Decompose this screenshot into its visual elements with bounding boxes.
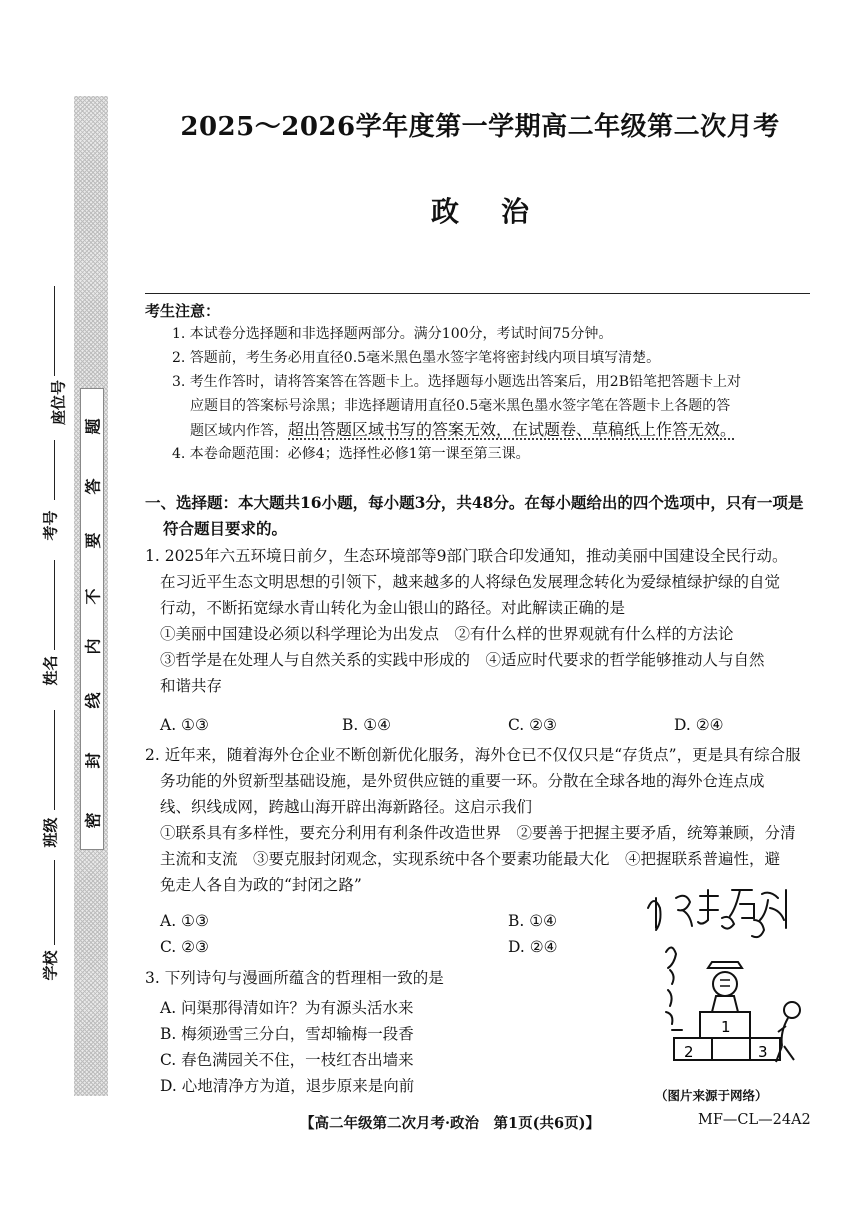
question-stem: 3. 下列诗句与漫画所蕴含的哲理相一致的是 xyxy=(145,969,444,987)
seal-char: 题 xyxy=(83,418,103,435)
field-label-name: 姓名 xyxy=(41,655,60,686)
section-heading xyxy=(145,490,815,542)
field-label-class: 班级 xyxy=(41,817,60,848)
seal-char: 要 xyxy=(83,532,103,549)
field-line[interactable] xyxy=(54,286,55,376)
notice-item: 4. 本卷命题范围：必修4；选择性必修1第一课至第三课。 xyxy=(172,446,530,462)
question-line: 主流和支流 ③要克服封闭观念，实现系统中各个要素功能最大化 ④把握联系普遍性，避 xyxy=(160,850,781,868)
notice-text: 题区域内作答， xyxy=(190,423,288,439)
question-1 xyxy=(145,543,815,699)
cartoon-illustration xyxy=(636,880,816,1080)
question-2 xyxy=(145,742,815,898)
question-line: 务功能的外贸新型基础设施，是外贸供应链的重要一环。分散在全球各地的海外仓连点成 xyxy=(160,772,765,790)
pushing-person xyxy=(776,1002,800,1062)
question-line: 线、织线成网，跨越山海开辟出海新路径。这启示我们 xyxy=(160,798,533,816)
seal-char: 封 xyxy=(83,752,103,769)
notice-item: 应题目的答案标号涂黑；非选择题请用直径0.5毫米黑色墨水签字笔在答题卡上各题的答 xyxy=(190,398,731,414)
field-label-seat: 座位号 xyxy=(49,380,68,426)
question-line: 1. 2025年六五环境日前夕，生态环境部等9部门联合印发通知，推动美丽中国建设全民行动。 xyxy=(145,547,788,565)
question-line: ①联系具有多样性，要充分利用有利条件改造世界 ②要善于把握主要矛盾，统筹兼顾，分清 xyxy=(160,824,796,842)
field-label-exam-number: 考号 xyxy=(41,510,60,541)
podium-number-3: 3 xyxy=(758,1043,768,1061)
seal-char: 线 xyxy=(83,692,103,709)
q2-option-a[interactable]: A. ①③ xyxy=(160,912,209,930)
podium-number-2: 2 xyxy=(684,1043,694,1061)
field-label-school: 学校 xyxy=(41,950,60,981)
notice-item-line xyxy=(190,418,830,443)
q2-option-c[interactable]: C. ②③ xyxy=(160,938,209,956)
q3-option-c[interactable]: C. 春色满园关不住，一枝红杏出墙来 xyxy=(160,1051,414,1069)
seal-char: 密 xyxy=(83,812,103,829)
field-line[interactable] xyxy=(54,440,55,500)
page-footer: 【高二年级第二次月考·政治 第1页(共6页)】 xyxy=(300,1115,600,1132)
cartoon-caption: （图片来源于网络） xyxy=(655,1088,768,1103)
section-line: 一、选择题：本大题共16小题，每小题3分，共48分。在每小题给出的四个选项中，只有一项是 xyxy=(145,493,804,512)
question-line: 在习近平生态文明思想的引领下，越来越多的人将绿色发展理念转化为爱绿植绿护绿的自觉 xyxy=(160,573,781,591)
field-line[interactable] xyxy=(54,860,55,945)
seal-line-box xyxy=(80,388,104,850)
stone-figure xyxy=(708,962,742,1012)
question-line: ①美丽中国建设必须以科学理论为出发点 ②有什么样的世界观就有什么样的方法论 xyxy=(160,625,734,643)
question-line: 和谐共存 xyxy=(160,677,223,695)
seal-char: 不 xyxy=(83,588,103,605)
field-line[interactable] xyxy=(54,560,55,650)
field-line[interactable] xyxy=(54,710,55,810)
q2-option-d[interactable]: D. ②④ xyxy=(508,938,558,956)
section-line: 符合题目要求的。 xyxy=(163,519,288,538)
paper-code: MF—CL—24A2 xyxy=(698,1112,811,1128)
notice-item: 3. 考生作答时，请将答案答在答题卡上。选择题每小题选出答案后，用2B铅笔把答题卡上对 xyxy=(172,374,742,390)
q3-option-a[interactable]: A. 问渠那得清如许？为有源头活水来 xyxy=(160,999,414,1017)
q3-option-b[interactable]: B. 梅须逊雪三分白，雪却输梅一段香 xyxy=(160,1025,414,1043)
q1-option-a[interactable]: A. ①③ xyxy=(160,716,209,734)
q1-option-d[interactable]: D. ②④ xyxy=(674,716,724,734)
notice-emphasis: 超出答题区域书写的答案无效，在试题卷、草稿纸上作答无效。 xyxy=(288,420,737,439)
q2-option-b[interactable]: B. ①④ xyxy=(508,912,558,930)
exam-subject: 政治 xyxy=(430,195,571,228)
question-line: 免走人各自为政的“封闭之路” xyxy=(160,876,362,894)
question-line: 行动，不断拓宽绿水青山转化为金山银山的路径。对此解读正确的是 xyxy=(160,599,626,617)
q1-option-b[interactable]: B. ①④ xyxy=(342,716,392,734)
question-line: 2. 近年来，随着海外仓企业不断创新优化服务，海外仓已不仅仅只是“存货点”，更是具有综合服 xyxy=(145,746,801,764)
q3-option-d[interactable]: D. 心地清净方为道，退步原来是向前 xyxy=(160,1077,415,1095)
seal-char: 内 xyxy=(83,638,103,655)
question-line: ③哲学是在处理人与自然关系的实践中形成的 ④适应时代要求的哲学能够推动人与自然 xyxy=(160,651,765,669)
exam-title: 2025～2026学年度第一学期高二年级第二次月考 xyxy=(180,112,780,142)
q1-option-c[interactable]: C. ②③ xyxy=(508,716,557,734)
notice-item: 1. 本试卷分选择题和非选择题两部分。满分100分，考试时间75分钟。 xyxy=(172,326,613,342)
header-divider xyxy=(145,293,810,294)
seal-char: 答 xyxy=(83,478,103,495)
notice-item: 2. 答题前，考生务必用直径0.5毫米黑色墨水签字笔将密封线内项目填写清楚。 xyxy=(172,350,661,366)
podium-number-1: 1 xyxy=(721,1018,731,1036)
notice-heading: 考生注意： xyxy=(145,302,221,320)
